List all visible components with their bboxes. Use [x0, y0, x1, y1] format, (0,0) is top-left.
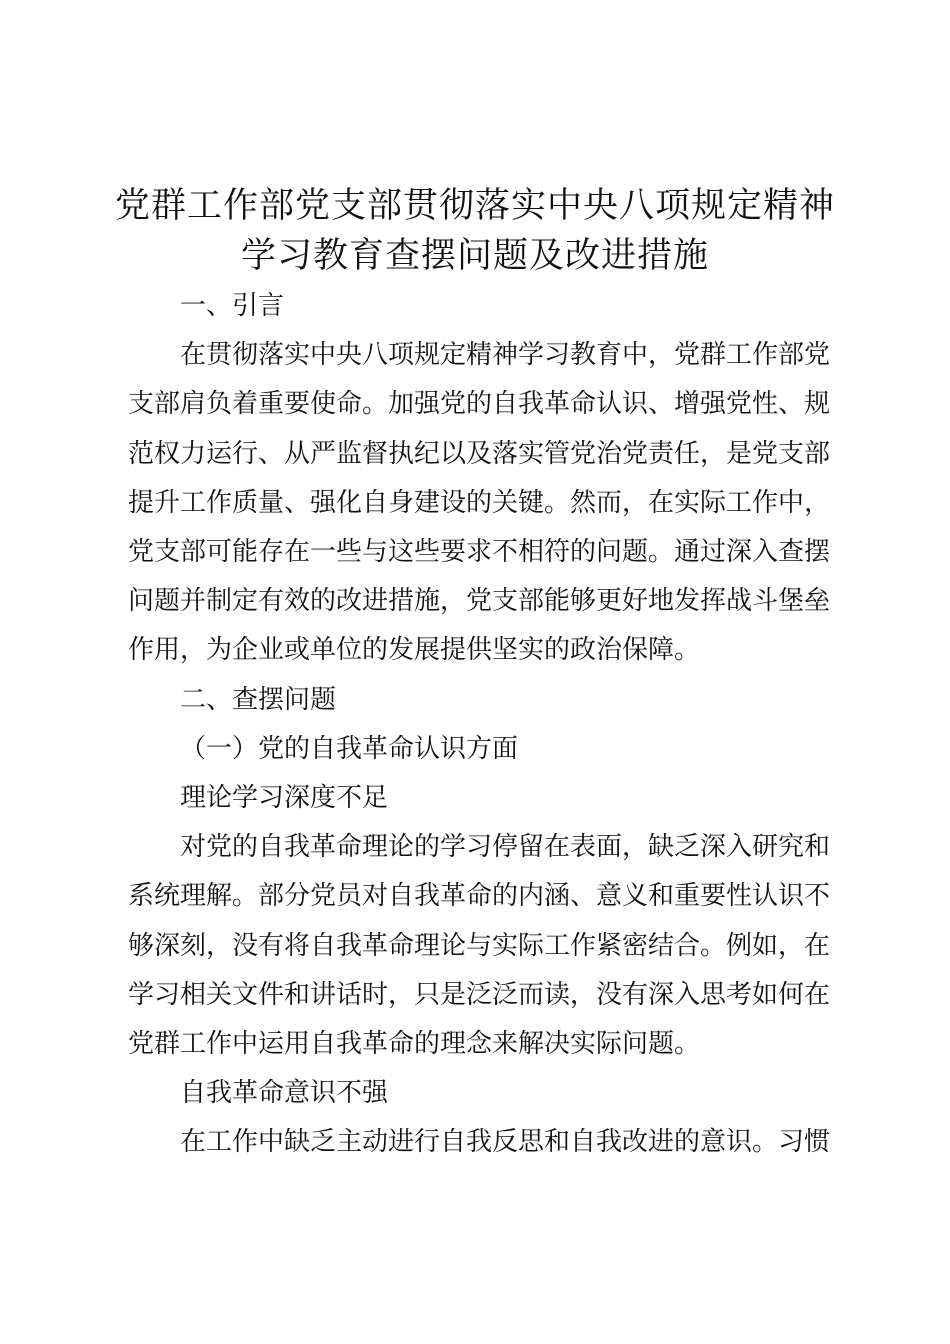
section-heading-introduction: 一、引言 [180, 291, 285, 321]
paragraph-introduction: 在贯彻落实中央八项规定精神学习教育中，党群工作部党支部肩负着重要使命。加强党的自我革命认识、增强党性、规范权力运行、从严监督执纪以及落实管党治党责任，是党支部提升工作质量、强化自身建设的关键。然而，在实际工作中，党支部可能存在一些与这些要求不相符的问题。通过深入查摆问题并制定有效的改进措施，党支部能够更好地发挥战斗堡垒作用，为企业或单位的发展提供坚实的政治保障。 [128, 340, 831, 666]
subsection-heading-self-revolution: （一）党的自我革命认识方面 [180, 733, 519, 764]
point-heading-theory-study: 理论学习深度不足 [180, 783, 389, 814]
document-title-line-1: 党群工作部党支部贯彻落实中央八项规定精神 [114, 186, 835, 226]
point-heading-self-revolution-awareness: 自我革命意识不强 [180, 1078, 389, 1109]
paragraph-self-revolution-awareness: 在工作中缺乏主动进行自我反思和自我改进的意识。习惯 [180, 1127, 831, 1158]
section-heading-problems: 二、查摆问题 [180, 684, 337, 715]
document-body [128, 282, 830, 1168]
paragraph-theory-study: 对党的自我革命理论的学习停留在表面，缺乏深入研究和系统理解。部分党员对自我革命的内涵、意义和重要性认识不够深刻，没有将自我革命理论与实际工作紧密结合。例如，在学习相关文件和讲话时，只是泛泛而读，没有深入思考如何在党群工作中运用自我革命的理念来解决实际问题。 [128, 832, 831, 1060]
document-title-line-2: 学习教育查摆问题及改进措施 [240, 236, 709, 276]
